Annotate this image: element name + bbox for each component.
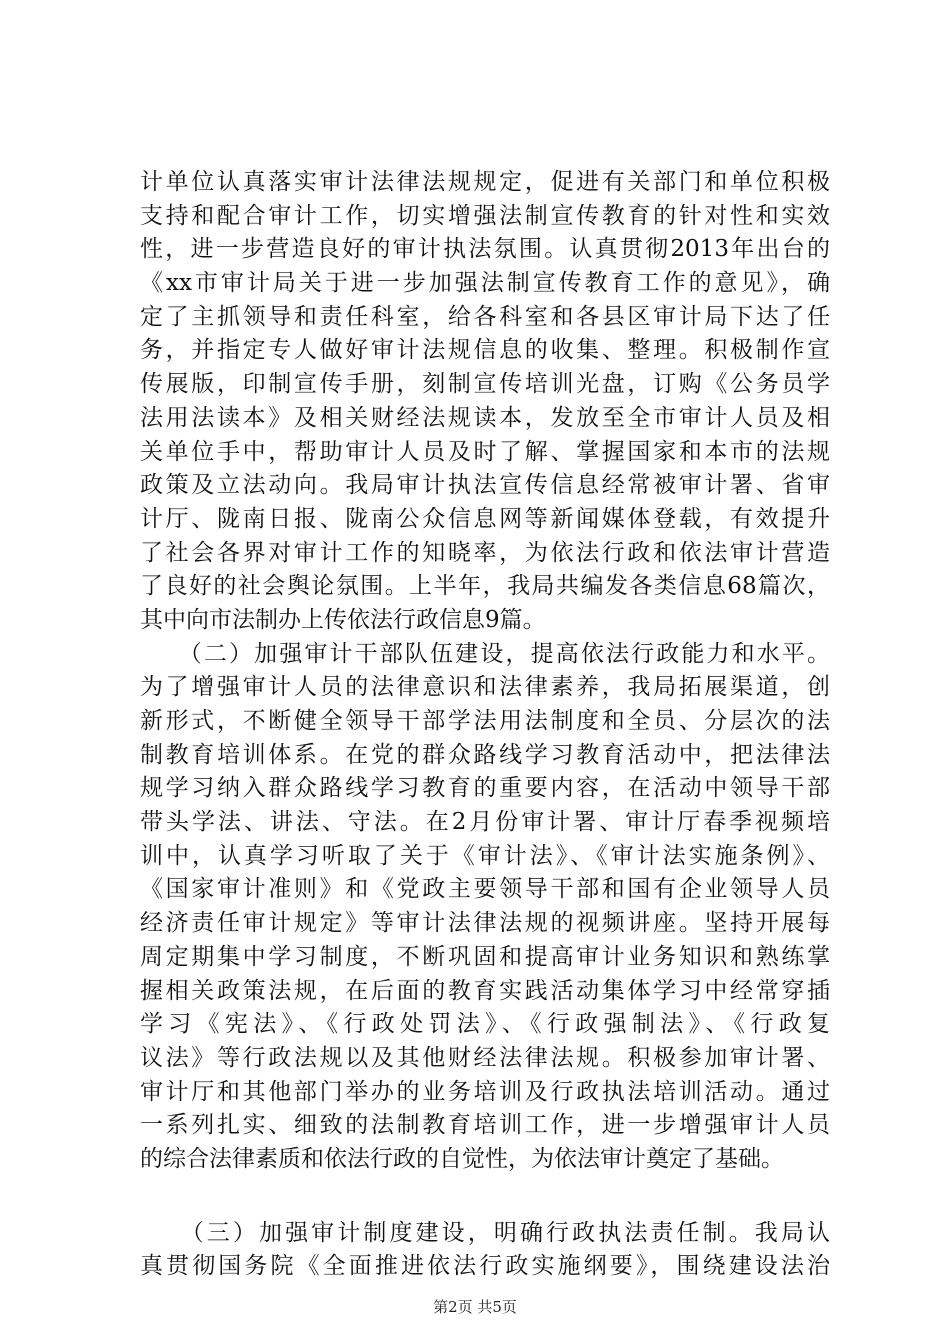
text-line: 一系列扎实、细致的法制教育培训工作，进一步增强审计人员 xyxy=(140,1112,830,1139)
text-line: 定了主抓领导和责任科室，给各科室和各县区审计局下达了任 xyxy=(140,303,830,330)
text-line: 规学习纳入群众路线学习教育的重要内容，在活动中领导干部 xyxy=(140,775,830,802)
text-line: 《国家审计准则》和《党政主要领导干部和国有企业领导人员 xyxy=(140,876,830,903)
text-line: 制教育培训体系。在党的群众路线学习教育活动中，把法律法 xyxy=(140,741,830,768)
text-line: （二）加强审计干部队伍建设，提高依法行政能力和水平。 xyxy=(140,640,830,667)
text-line: 握相关政策法规，在后面的教育实践活动集体学习中经常穿插 xyxy=(140,977,830,1004)
paragraph-spacer xyxy=(140,1177,830,1217)
text-line: 计单位认真落实审计法律法规规定，促进有关部门和单位积极 xyxy=(140,169,830,195)
page-number-footer: 第2页 共5页 xyxy=(433,1298,517,1316)
text-line: 法用法读本》及相关财经法规读本，发放至全市审计人员及相 xyxy=(140,404,830,431)
text-line: 了良好的社会舆论氛围。上半年，我局共编发各类信息68篇次， xyxy=(140,573,830,600)
text-line: 性，进一步营造良好的审计执法氛围。认真贯彻2013年出台的 xyxy=(140,236,830,263)
text-line: 真贯彻国务院《全面推进依法行政实施纲要》，围绕建设法治 xyxy=(140,1253,830,1280)
document-body xyxy=(140,166,830,1284)
text-line: 关单位手中，帮助审计人员及时了解、掌握国家和本市的法规 xyxy=(140,438,830,465)
paragraph-1 xyxy=(140,166,830,638)
text-line: 审计厅和其他部门举办的业务培训及行政执法培训活动。通过 xyxy=(140,1078,830,1105)
text-line: 支持和配合审计工作，切实增强法制宣传教育的针对性和实效 xyxy=(140,202,830,229)
text-line: 周定期集中学习制度，不断巩固和提高审计业务知识和熟练掌 xyxy=(140,943,830,970)
text-line: 经济责任审计规定》等审计法律法规的视频讲座。坚持开展每 xyxy=(140,910,830,937)
text-line: 了社会各界对审计工作的知晓率，为依法行政和依法审计营造 xyxy=(140,539,830,566)
text-line: 为了增强审计人员的法律意识和法律素养，我局拓展渠道，创 xyxy=(140,674,830,701)
text-line: 的综合法律素质和依法行政的自觉性，为依法审计奠定了基础。 xyxy=(140,1145,784,1172)
text-line: 务，并指定专人做好审计法规信息的收集、整理。积极制作宣 xyxy=(140,337,830,364)
text-line: （三）加强审计制度建设，明确行政执法责任制。我局认 xyxy=(140,1219,830,1246)
text-line: 计厅、陇南日报、陇南公众信息网等新闻媒体登载，有效提升 xyxy=(140,505,830,532)
paragraph-2 xyxy=(140,638,830,1177)
text-line: 带头学法、讲法、守法。在2月份审计署、审计厅春季视频培 xyxy=(140,809,830,836)
text-line: 传展版，印制宣传手册，刻制宣传培训光盘，订购《公务员学 xyxy=(140,371,830,398)
text-line: 新形式，不断健全领导干部学法用法制度和全员、分层次的法 xyxy=(140,708,830,734)
text-line: 《xx市审计局关于进一步加强法制宣传教育工作的意见》，确 xyxy=(140,270,830,297)
text-line: 政策及立法动向。我局审计执法宣传信息经常被审计署、省审 xyxy=(140,472,830,499)
paragraph-3 xyxy=(140,1217,830,1284)
text-line: 训中，认真学习听取了关于《审计法》、《审计法实施条例》、 xyxy=(140,842,830,869)
text-line: 其中向市法制办上传依法行政信息9篇。 xyxy=(140,606,546,633)
text-line: 学习《宪法》、《行政处罚法》、《行政强制法》、《行政复 xyxy=(140,1011,830,1038)
text-line: 议法》等行政法规以及其他财经法律法规。积极参加审计署、 xyxy=(140,1044,830,1071)
